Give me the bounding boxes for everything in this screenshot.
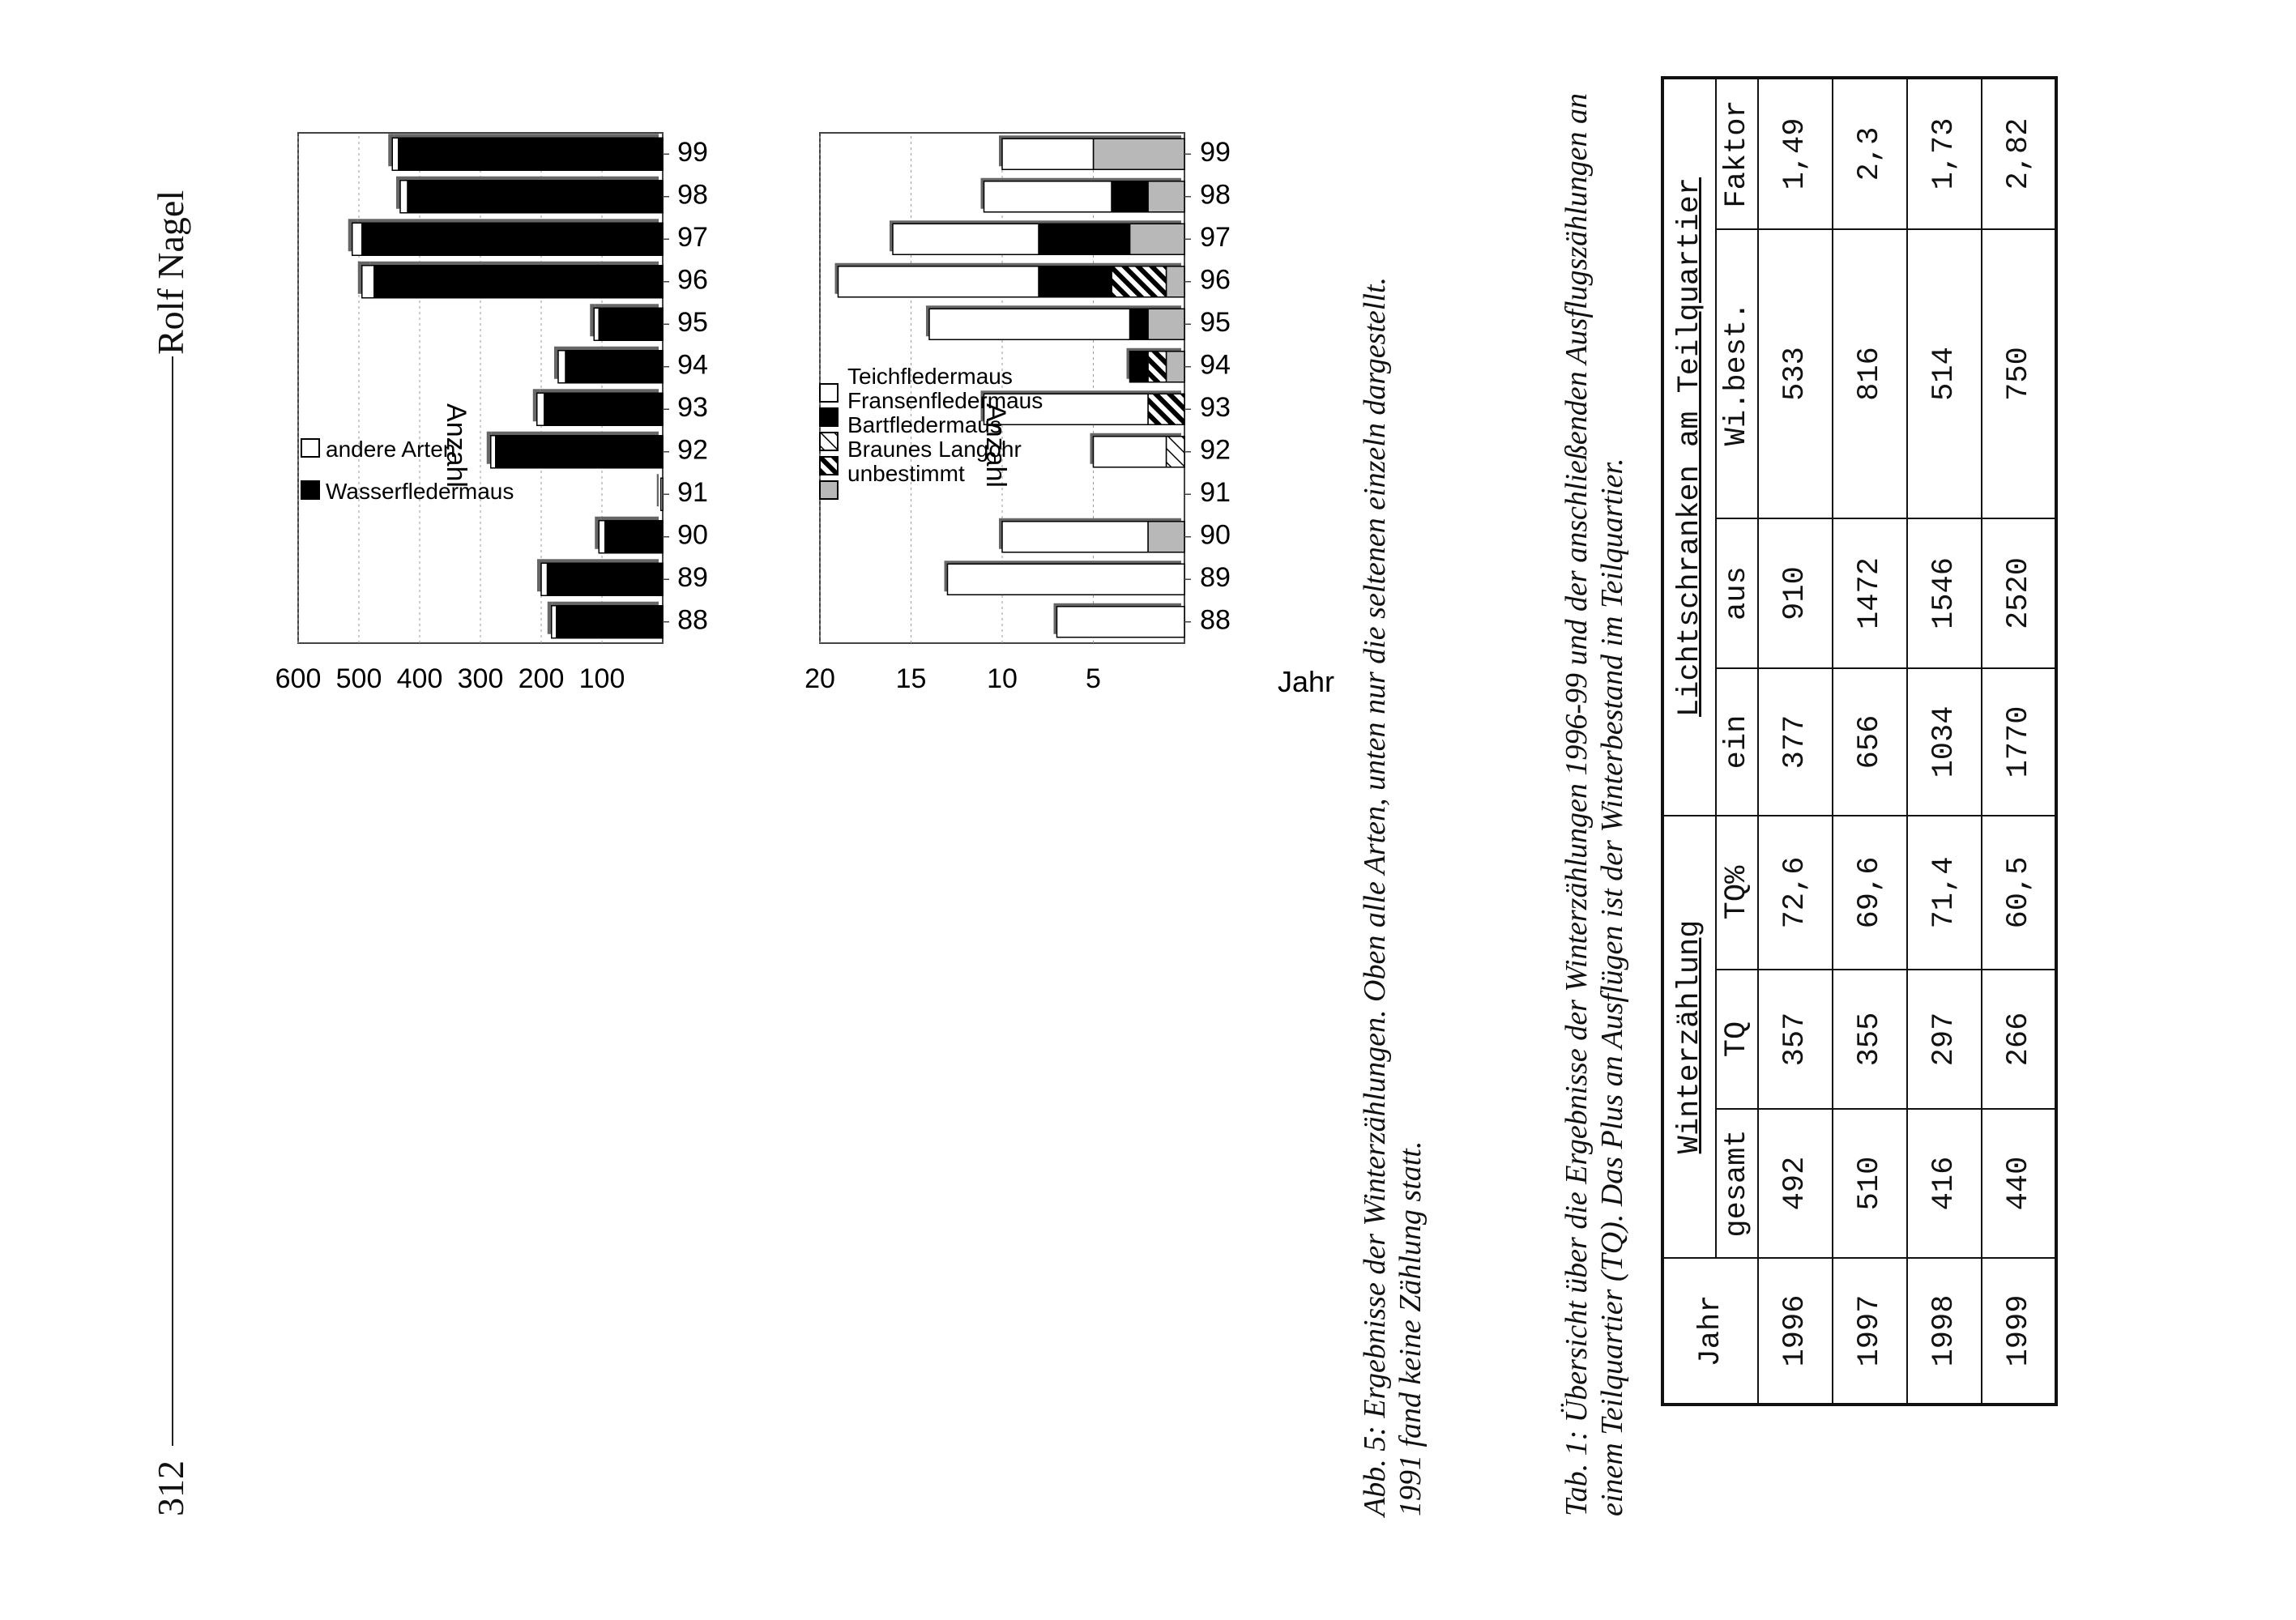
x-tick-label: 88 <box>1200 604 1231 636</box>
bar-segment <box>537 393 544 425</box>
y-tick-label: 10 <box>987 663 1018 694</box>
col-header-ein: ein <box>1716 668 1758 816</box>
data-table <box>1661 76 2058 1406</box>
bar-segment <box>1112 181 1148 212</box>
group-header-winterzaehlung: Winterzählung <box>1662 816 1716 1258</box>
group-header-lichtschranken: Lichtschranken am Teilquartier <box>1662 78 1716 816</box>
x-tick-label: 98 <box>677 179 708 211</box>
table-cell: 1,49 <box>1758 78 1833 229</box>
y-tick-label: 600 <box>275 663 322 694</box>
table-cell: 1998 <box>1907 1258 1982 1405</box>
x-tick-label: 88 <box>677 604 708 636</box>
table-cell: 357 <box>1758 970 1833 1109</box>
legend-label-andere-arten: andere Arten <box>326 437 456 462</box>
table-row <box>1833 78 1907 1405</box>
bar-segment <box>362 223 663 255</box>
legend-swatch-wasserfledermaus <box>301 481 319 499</box>
bar-segment <box>605 521 663 553</box>
chart1-y-axis-label: Anzahl <box>441 403 472 488</box>
x-tick-label: 94 <box>677 349 708 381</box>
chart1-legend <box>301 437 514 504</box>
x-tick-label: 98 <box>1200 179 1231 211</box>
table-cell: 492 <box>1758 1109 1833 1258</box>
x-tick-label: 97 <box>677 222 708 254</box>
y-tick-label: 300 <box>457 663 504 694</box>
table-cell: 71,4 <box>1907 816 1982 970</box>
y-tick-label: 500 <box>335 663 382 694</box>
bar-segment <box>929 309 1130 339</box>
bar-segment <box>399 138 663 170</box>
chart2-y-tick-labels <box>804 663 1101 694</box>
bar-segment <box>661 478 663 510</box>
bar-segment <box>1094 139 1185 169</box>
legend-label: Braunes Langohr <box>847 437 1022 462</box>
table-cell: 72,6 <box>1758 816 1833 970</box>
y-tick-label: 200 <box>518 663 565 694</box>
table-cell: 510 <box>1833 1109 1907 1258</box>
bar-segment <box>839 266 1039 297</box>
table-cell: 2520 <box>1982 518 2056 668</box>
x-tick-label: 92 <box>1200 434 1231 466</box>
bar-segment <box>374 266 663 298</box>
bar-segment <box>1167 352 1185 382</box>
bar-segment <box>948 564 1185 595</box>
bar-segment <box>594 308 599 340</box>
x-tick-label: 90 <box>1200 519 1231 551</box>
chart1-y-tick-labels <box>275 663 625 694</box>
chart2-y-axis-label: Anzahl <box>980 403 1011 488</box>
x-tick-label: 91 <box>1200 477 1231 509</box>
bar-segment <box>1112 266 1167 297</box>
table-cell: 440 <box>1982 1109 2056 1258</box>
bar-segment <box>893 224 1039 254</box>
y-tick-label: 20 <box>804 663 835 694</box>
table-cell: 514 <box>1907 229 1982 518</box>
table-cell: 816 <box>1833 229 1907 518</box>
x-tick-label: 97 <box>1200 222 1231 254</box>
running-head-author: Rolf Nagel <box>150 190 191 355</box>
legend-label: unbestimmt <box>847 461 965 486</box>
bar-segment <box>552 606 557 638</box>
legend-swatch <box>820 481 838 499</box>
y-tick-label: 15 <box>895 663 927 694</box>
legend-label: Bartfledermaus <box>847 412 1001 437</box>
x-tick-label: 89 <box>1200 562 1231 594</box>
y-tick-label: 400 <box>396 663 443 694</box>
bar-segment <box>400 181 408 213</box>
bar-segment <box>1039 266 1112 297</box>
legend-label: Teichfledermaus <box>847 364 1013 389</box>
y-tick-label: 100 <box>578 663 625 694</box>
bar-segment <box>1130 224 1185 254</box>
table-cell: 355 <box>1833 970 1907 1109</box>
bar-segment <box>362 266 374 298</box>
col-header-gesamt: gesamt <box>1716 1109 1758 1258</box>
legend-swatch-andere-arten <box>301 439 319 457</box>
bar-segment <box>984 181 1112 212</box>
bar-segment <box>1167 266 1185 297</box>
table-cell: 377 <box>1758 668 1833 816</box>
chart-all-species <box>275 133 708 694</box>
table-cell: 60,5 <box>1982 816 2056 970</box>
legend-swatch <box>820 457 838 475</box>
table-row <box>1982 78 2056 1405</box>
bar-segment <box>1130 352 1149 382</box>
table-cell: 2,3 <box>1833 78 1907 229</box>
x-tick-label: 99 <box>677 137 708 168</box>
table-cell: 533 <box>1758 229 1833 518</box>
bar-segment <box>544 393 663 425</box>
table-cell: 1472 <box>1833 518 1907 668</box>
table-cell: 1,73 <box>1907 78 1982 229</box>
chart2-x-tick-labels <box>1200 137 1231 636</box>
x-tick-label: 95 <box>677 307 708 339</box>
table-row <box>1907 78 1982 1405</box>
table-caption: Tab. 1: Übersicht über die Ergebnisse der Winterzählungen 1996-99 und der anschließenden Ausflugszählungen an einem Teilquartier (TQ). Das Plus an Ausflügen ist der Winterbestand im Teilquartier. <box>1560 93 1629 1516</box>
chart1-x-tick-labels <box>677 137 708 636</box>
table-cell: 750 <box>1982 229 2056 518</box>
page-number: 312 <box>150 1460 191 1516</box>
table-cell: 416 <box>1907 1109 1982 1258</box>
table-cell: 910 <box>1758 518 1833 668</box>
table-cell: 1999 <box>1982 1258 2056 1405</box>
bar-segment <box>408 181 663 213</box>
bar-segment <box>548 563 664 595</box>
x-tick-label: 96 <box>1200 264 1231 296</box>
table-cell: 1546 <box>1907 518 1982 668</box>
legend-swatch <box>820 433 838 450</box>
legend-swatch <box>820 408 838 426</box>
bar-segment <box>1094 437 1167 467</box>
x-tick-label: 96 <box>677 264 708 296</box>
bar-shadow <box>657 474 659 506</box>
table-cell: 266 <box>1982 970 2056 1109</box>
bar-segment <box>558 351 565 383</box>
legend-label: Fransenfledermaus <box>847 388 1043 413</box>
col-header-tq: TQ <box>1716 970 1758 1109</box>
x-tick-label: 93 <box>1200 392 1231 424</box>
bar-segment <box>1148 394 1184 424</box>
table-cell: 69,6 <box>1833 816 1907 970</box>
bar-segment <box>1057 607 1185 637</box>
bar-segment <box>496 436 663 468</box>
bar-segment <box>491 436 496 468</box>
bar-segment <box>1039 224 1130 254</box>
x-tick-label: 91 <box>677 477 708 509</box>
bar-segment <box>1148 352 1167 382</box>
figure-caption: Abb. 5: Ergebnisse der Winterzählungen. Oben alle Arten, unten nur die seltenen einzeln dargestellt. 1991 fand keine Zählung statt. <box>1358 277 1428 1516</box>
bar-segment <box>541 563 548 595</box>
table-cell: 297 <box>1907 970 1982 1109</box>
x-tick-label: 92 <box>677 434 708 466</box>
chart1-bars <box>348 134 669 638</box>
x-tick-label: 99 <box>1200 137 1231 168</box>
col-header-jahr: Jahr <box>1662 1258 1758 1405</box>
col-header-wi-best: Wi.best. <box>1716 229 1758 518</box>
col-header-aus: aus <box>1716 518 1758 668</box>
col-header-faktor: Faktor <box>1716 78 1758 229</box>
y-tick-label: 5 <box>1086 663 1101 694</box>
bar-segment <box>599 521 605 553</box>
table-cell: 2,82 <box>1982 78 2056 229</box>
bar-segment <box>1130 309 1149 339</box>
table-cell: 1997 <box>1833 1258 1907 1405</box>
bar-segment <box>599 308 663 340</box>
x-tick-label: 95 <box>1200 307 1231 339</box>
bar-segment <box>1002 139 1094 169</box>
bar-segment <box>1148 309 1184 339</box>
bar-segment <box>557 606 663 638</box>
x-tick-label: 89 <box>677 562 708 594</box>
col-header-tq-percent: TQ% <box>1716 816 1758 970</box>
table-row <box>1758 78 1833 1405</box>
table-cell: 656 <box>1833 668 1907 816</box>
bar-segment <box>392 138 399 170</box>
legend-swatch <box>820 384 838 402</box>
chart-rare-species <box>804 133 1334 698</box>
table-cell: 1770 <box>1982 668 2056 816</box>
bar-segment <box>352 223 362 255</box>
bar-segment <box>1167 437 1185 467</box>
bar-segment <box>1148 181 1184 212</box>
bar-segment <box>565 351 663 383</box>
x-tick-label: 94 <box>1200 349 1231 381</box>
x-tick-label: 93 <box>677 392 708 424</box>
bar-segment <box>1002 522 1148 552</box>
bar-segment <box>1148 522 1184 552</box>
x-tick-label: 90 <box>677 519 708 551</box>
table-cell: 1996 <box>1758 1258 1833 1405</box>
chart2-x-axis-label: Jahr <box>1277 665 1335 698</box>
legend-label-wasserfledermaus: Wasserfledermaus <box>326 479 514 504</box>
table-cell: 1034 <box>1907 668 1982 816</box>
